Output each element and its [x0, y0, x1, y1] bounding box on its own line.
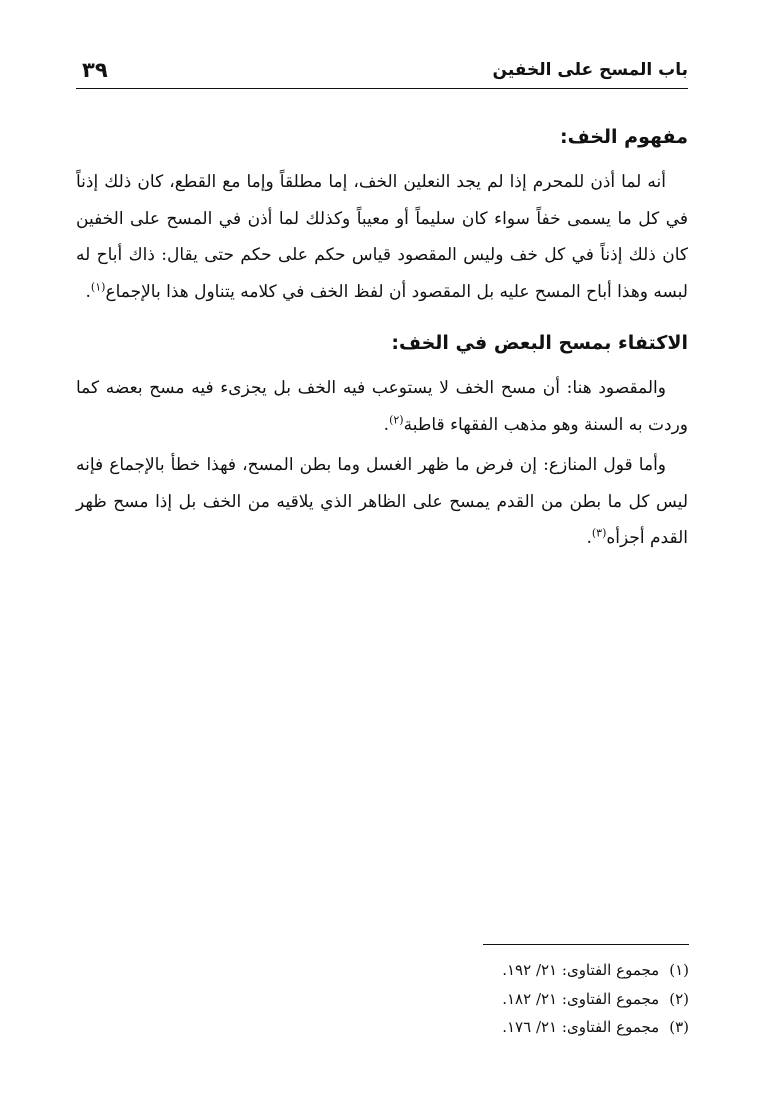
footnote-item: [289, 956, 689, 985]
footnote-number: (١): [669, 961, 689, 979]
body-paragraph: [76, 164, 688, 310]
paragraph-end: .: [383, 414, 390, 435]
footnote-text: مجموع الفتاوى: ٢١/ ١٧٦.: [502, 1018, 660, 1036]
section-khuff-concept: [76, 118, 688, 310]
footnote-item: [289, 1013, 689, 1042]
footnote-separator: [483, 944, 689, 945]
page-number: ٣٩: [82, 58, 108, 82]
paragraph-text: وأما قول المنازع: إن فرض ما ظهر الغسل وما بطن المسح، فهذا خطأ بالإجماع فإنه ليس كل ما بطن من القدم يمسح على الظاهر الذي يلاقيه من الخف بل إذا مسح ظهر القدم أجزأه: [76, 455, 688, 548]
main-text: [76, 118, 688, 557]
section-spacer: [76, 310, 688, 324]
footnote-text: مجموع الفتاوى: ٢١/ ١٨٢.: [502, 989, 660, 1008]
body-paragraph: [76, 447, 688, 557]
paragraph-end: .: [586, 528, 592, 548]
footnote-reference: (٣): [591, 526, 607, 540]
footnote-text: مجموع الفتاوى: ٢١/ ١٩٢.: [502, 961, 660, 979]
footnote-number: (٢): [669, 989, 689, 1008]
section-heading: الاكتفاء بمسح البعض في الخف:: [391, 332, 688, 354]
paragraph-text: والمقصود هنا: أن مسح الخف لا يستوعب فيه الخف بل يجزىء فيه مسح بعضه كما وردت به السنة وهو مذهب الفقهاء قاطبة: [76, 378, 688, 435]
paragraph-text: أنه لما أذن للمحرم إذا لم يجد النعلين الخف، إما مطلقاً وإما مع القطع، كان ذلك إذناً في كل ما يسمى خفاً سواء كان سليماً أو معيباً وكذلك لما أذن في المسح على الخفين كان ذلك إذناً في كل خف وليس المقصود قياس حكم على حكم حتى يقال: ذاك أباح له لبسه وهذا أباح المسح عليه بل المقصود أن لفظ الخف في كلامه يتناول هذا بالإجماع: [76, 172, 688, 302]
body-paragraph: [76, 370, 688, 443]
footnote-reference: (٢): [389, 412, 404, 426]
footnote-reference: (١): [90, 279, 106, 293]
chapter-title: باب المسح على الخفين: [492, 60, 688, 80]
footnote-number: (٣): [669, 1018, 689, 1036]
footnotes: [289, 956, 689, 1042]
section-partial-wiping: [76, 324, 688, 557]
running-header: [76, 58, 688, 89]
section-heading: مفهوم الخف:: [560, 126, 688, 148]
paragraph-end: .: [85, 281, 91, 302]
footnote-item: [289, 985, 689, 1014]
